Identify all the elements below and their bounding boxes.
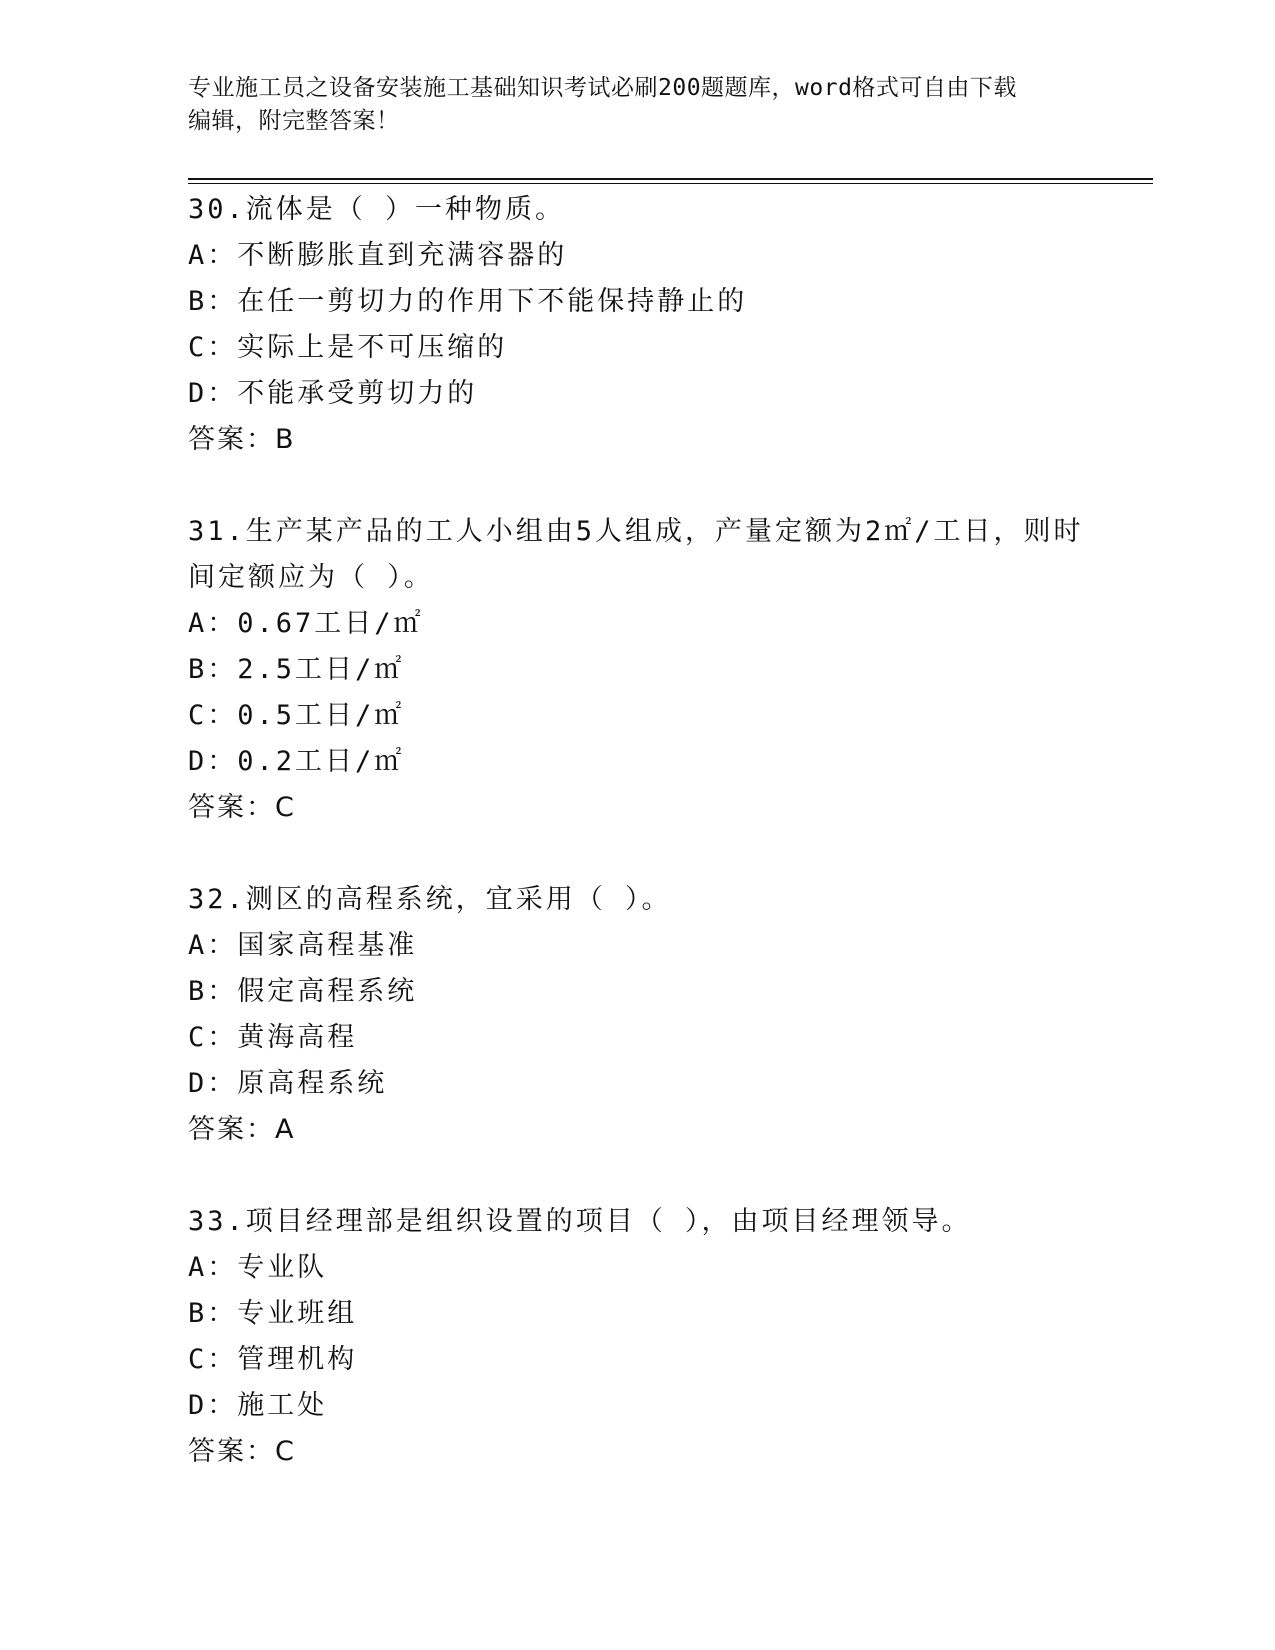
question-30 [188,187,1148,463]
option-a: A：国家高程基准 [188,930,418,961]
header-rule-thick [188,178,1153,180]
question-spacer [188,1153,1148,1199]
question-spacer [188,831,1148,877]
option-c: C：管理机构 [188,1344,358,1375]
option-b: B：专业班组 [188,1298,358,1329]
option-c: C：实际上是不可压缩的 [188,332,508,363]
header-line-2: 编辑，附完整答案！ [188,108,400,134]
question-32 [188,877,1148,1153]
option-b: B：假定高程系统 [188,976,418,1007]
option-c: C：黄海高程 [188,1022,358,1053]
answer-label: 答案：C [188,1436,296,1467]
answer-label: 答案：A [188,1114,296,1145]
question-stem: 30.流体是（ ）一种物质。 [188,194,566,225]
question-spacer [188,463,1148,509]
document-header [188,72,1088,138]
option-d: D：0.2工日/㎡ [188,746,405,777]
question-stem: 33.项目经理部是组织设置的项目（ ），由项目经理领导。 [188,1206,972,1237]
option-a: A：不断膨胀直到充满容器的 [188,240,568,271]
option-b: B：2.5工日/㎡ [188,654,405,685]
header-rule-thin [188,183,1153,184]
question-stem: 32.测区的高程系统，宜采用（ ）。 [188,884,672,915]
option-d: D：不能承受剪切力的 [188,378,478,409]
question-33 [188,1199,1148,1475]
question-stem: 31.生产某产品的工人小组由5人组成，产量定额为2㎡/工日，则时间定额应为（ ）。 [188,516,1084,593]
option-b: B：在任一剪切力的作用下不能保持静止的 [188,286,748,317]
question-31 [188,509,1148,831]
option-a: A：0.67工日/㎡ [188,608,424,639]
option-d: D：原高程系统 [188,1068,388,1099]
option-a: A：专业队 [188,1252,328,1283]
answer-label: 答案：B [188,424,296,455]
option-d: D：施工处 [188,1390,328,1421]
question-list [188,187,1148,1475]
option-c: C：0.5工日/㎡ [188,700,405,731]
header-line-1: 专业施工员之设备安装施工基础知识考试必刷200题题库，word格式可自由下载 [188,75,1017,101]
answer-label: 答案：C [188,792,296,823]
